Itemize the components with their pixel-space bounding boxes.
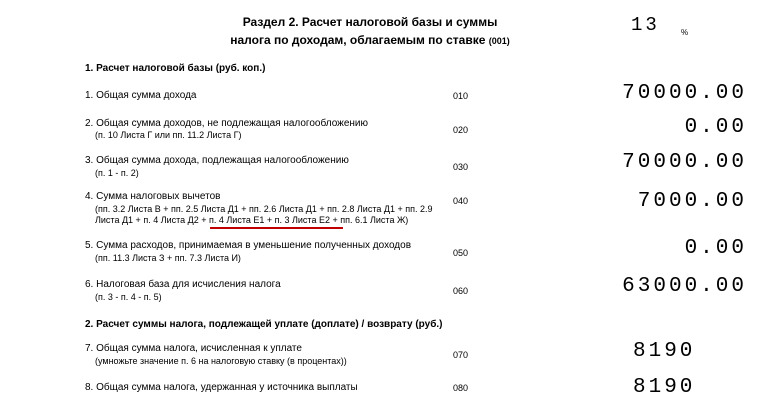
row-060-value: 63000.00 [622, 275, 747, 298]
tax-rate-unit: % [681, 28, 689, 37]
row-010-code: 010 [453, 91, 469, 101]
row-080-value: 8190 [633, 376, 696, 399]
section1-title: 1. Расчет налоговой базы (руб. коп.) [85, 63, 266, 74]
section-title-code: (001) [488, 36, 510, 46]
row-080-code: 080 [453, 383, 469, 393]
row-020-code: 020 [453, 125, 469, 135]
row-030-value: 70000.00 [622, 151, 747, 174]
row-070-value: 8190 [633, 340, 696, 363]
row-050-value: 0.00 [684, 237, 747, 260]
row-010-value: 70000.00 [622, 82, 747, 105]
row-070-sub: (умножьте значение п. 6 на налоговую ставку (в процентах)) [95, 356, 347, 366]
row-060-label: 6. Налоговая база для исчисления налога [85, 279, 281, 290]
row-040-label: 4. Сумма налоговых вычетов [85, 191, 221, 202]
row-040-code: 040 [453, 196, 469, 206]
row-030-sub: (п. 1 - п. 2) [95, 168, 139, 178]
row-070-label: 7. Общая сумма налога, исчисленная к уплате [85, 343, 302, 354]
row-060-code: 060 [453, 286, 469, 296]
section2-title: 2. Расчет суммы налога, подлежащей уплате (доплате) / возврату (руб.) [85, 319, 443, 330]
section-title-line2 [200, 32, 540, 49]
row-080-label: 8. Общая сумма налога, удержанная у источника выплаты [85, 382, 358, 393]
row-020-sub: (п. 10 Листа Г или пп. 11.2 Листа Г) [95, 130, 242, 140]
row-030-label: 3. Общая сумма дохода, подлежащая налогообложению [85, 155, 349, 166]
row-030-code: 030 [453, 162, 469, 172]
row-040-sub-line1: (пп. 3.2 Листа В + пп. 2.5 Листа Д1 + пп. 2.6 Листа Д1 + пп. 2.8 Листа Д1 + пп. 2.9 [95, 204, 433, 214]
highlight-underline [210, 227, 343, 229]
row-040-sub-line2: Листа Д1 + п. 4 Листа Д2 + п. 4 Листа Е1 + п. 3 Листа Е2 + пп. 6.1 Листа Ж) [95, 215, 409, 225]
section-title-line2-text: налога по доходам, облагаемым по ставке [230, 33, 486, 47]
row-050-code: 050 [453, 248, 469, 258]
row-020-value: 0.00 [684, 116, 747, 139]
section-title-line1: Раздел 2. Расчет налоговой базы и суммы [242, 15, 498, 29]
row-010-label: 1. Общая сумма дохода [85, 90, 197, 101]
row-070-code: 070 [453, 350, 469, 360]
tax-rate-value: 13 [631, 14, 660, 36]
row-060-sub: (п. 3 - п. 4 - п. 5) [95, 292, 162, 302]
row-050-label: 5. Сумма расходов, принимаемая в уменьшение полученных доходов [85, 240, 412, 251]
row-040-value: 7000.00 [637, 190, 747, 213]
row-050-sub: (пп. 11.3 Листа З + пп. 7.3 Листа И) [95, 253, 241, 263]
row-020-label: 2. Общая сумма доходов, не подлежащая налогообложению [85, 118, 369, 129]
